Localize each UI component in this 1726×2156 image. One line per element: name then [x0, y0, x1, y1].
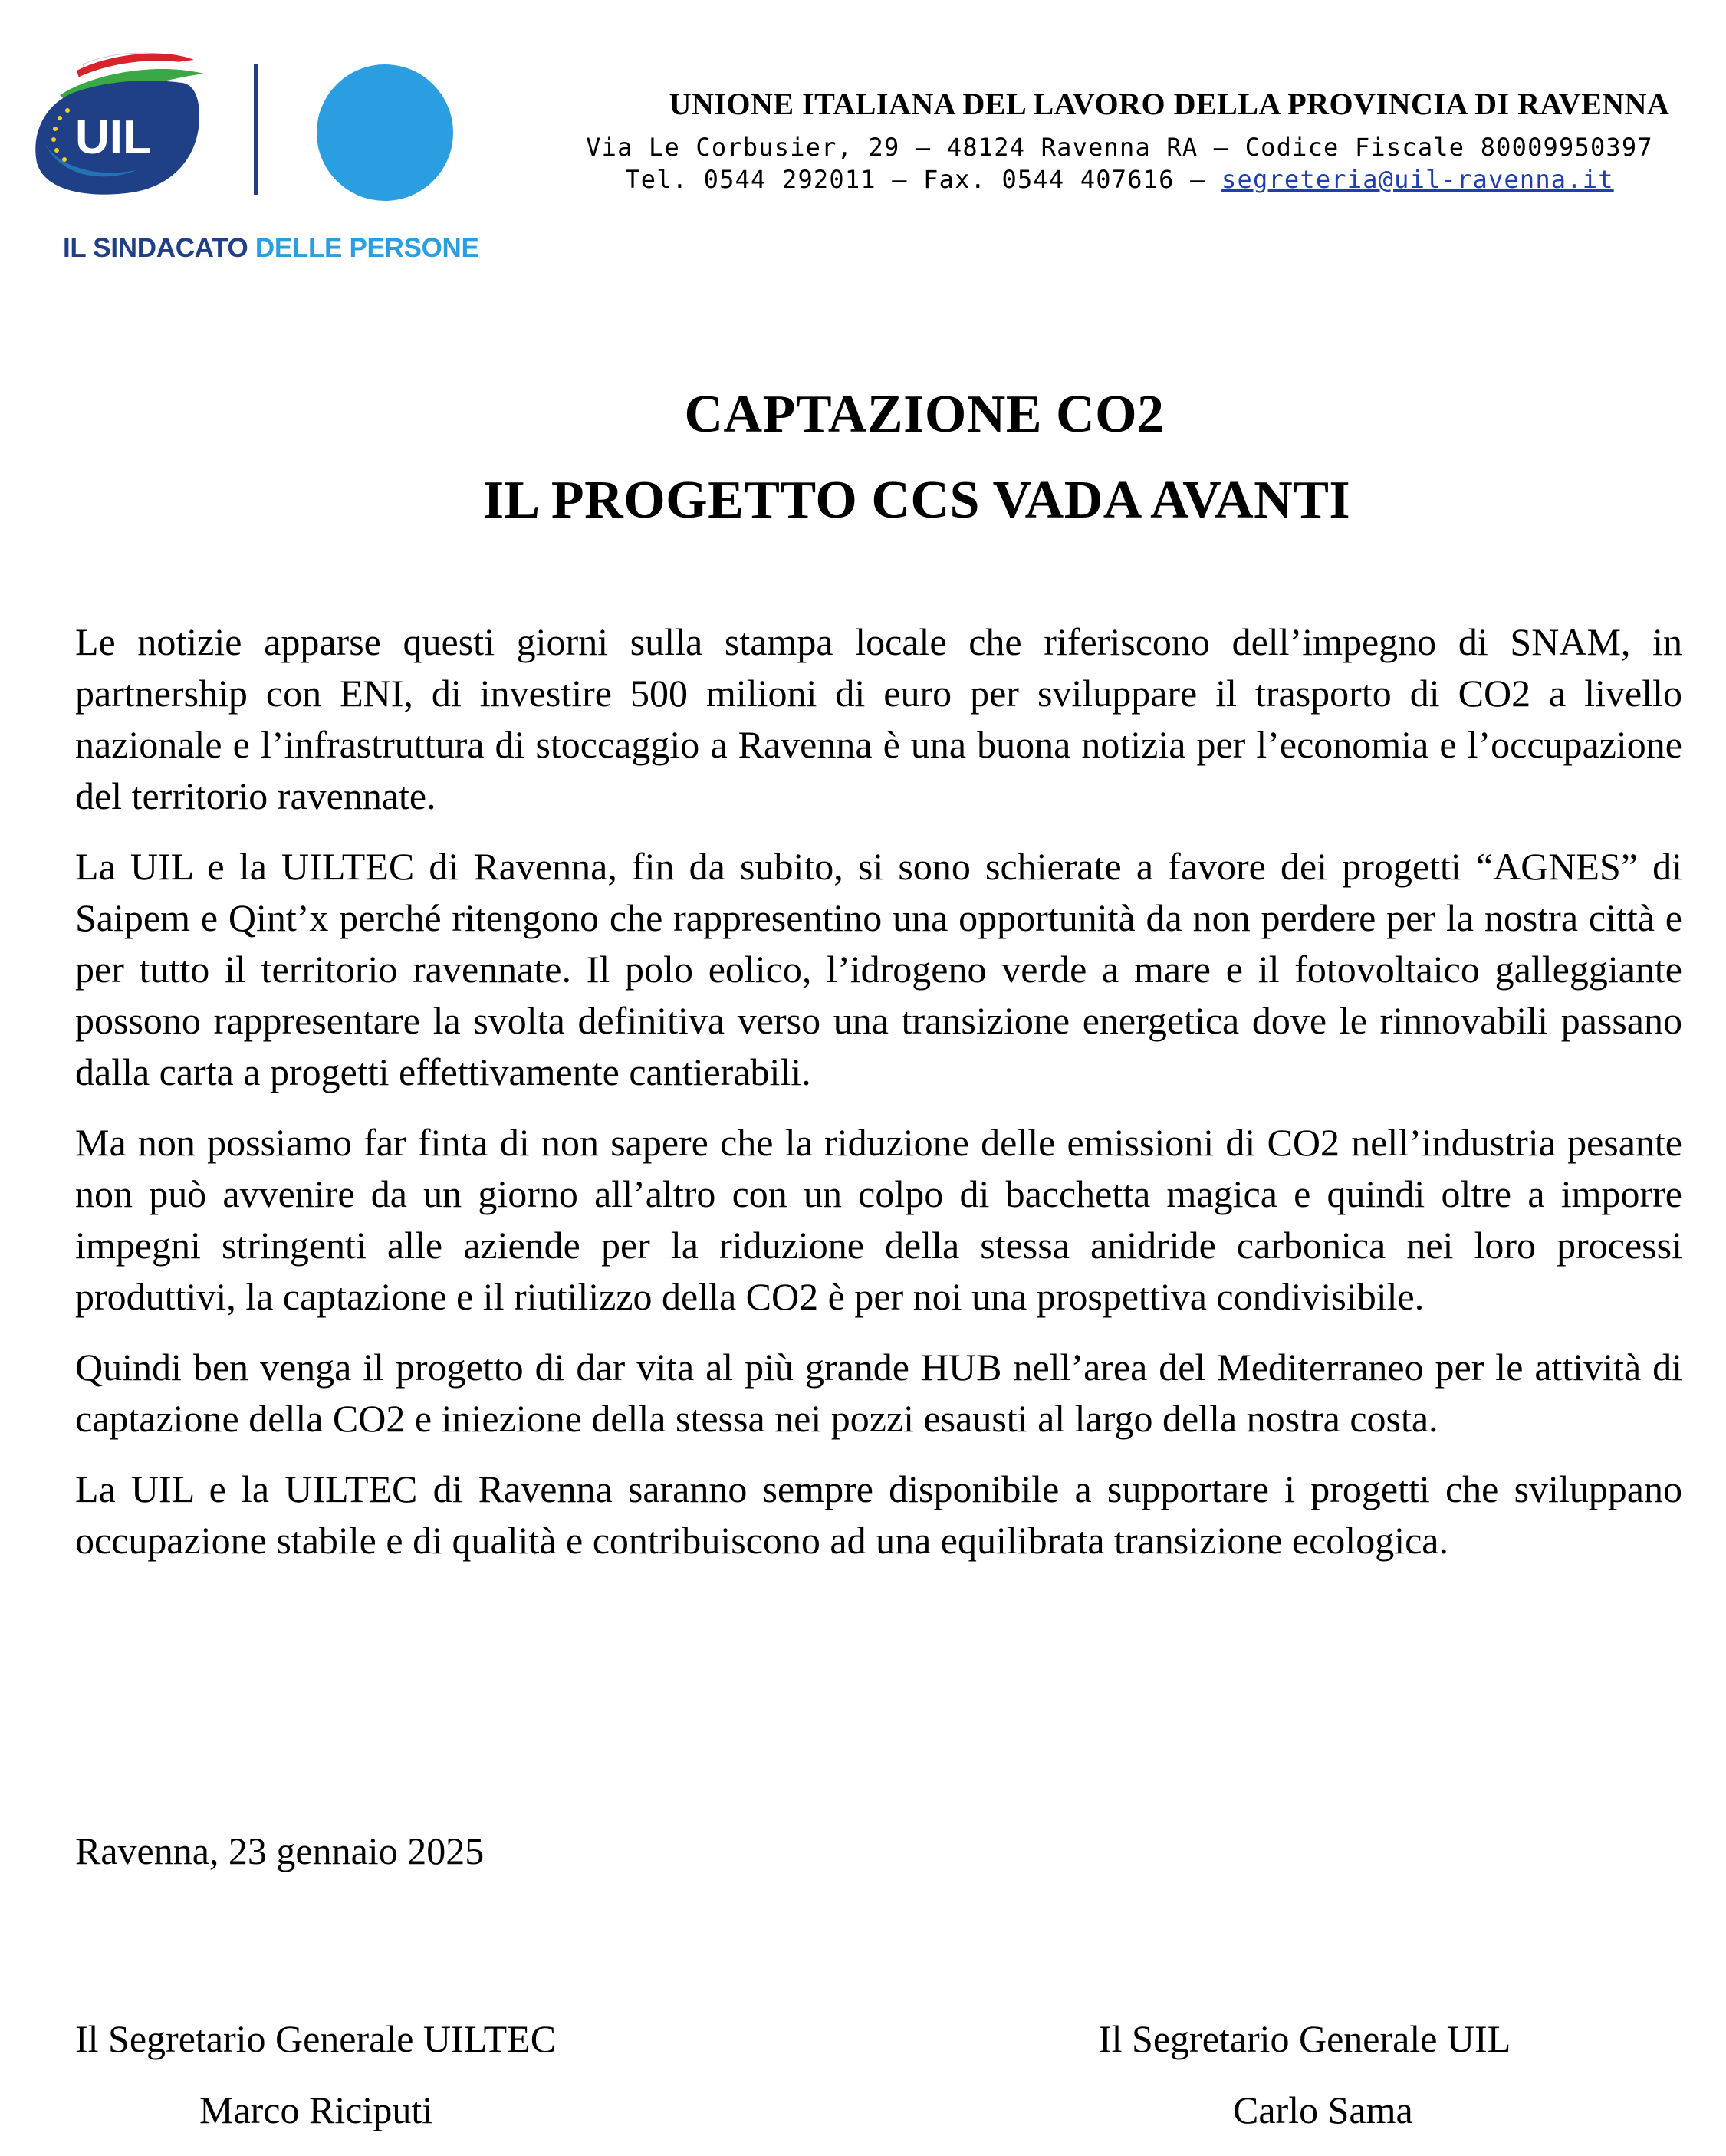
signature-right-role: Il Segretario Generale UIL — [1099, 2017, 1511, 2060]
date-line: Ravenna, 23 gennaio 2025 — [75, 1829, 485, 1872]
press-release-title — [0, 372, 1726, 544]
uil-logo — [29, 48, 505, 270]
signature-right — [1099, 2013, 1590, 2136]
signature-left-role: Il Segretario Generale UILTEC — [75, 2017, 557, 2060]
paragraph-2: La UIL e la UILTEC di Ravenna, fin da subito, si sono schierate a favore dei progetti “AGNES” di Saipem e Qint’x perché ritengono che rappresentino una opportunità da non perdere per la nostra città e per tutto il territorio ravennate. Il polo eolico, l’idrogeno verde a mare e il fotovoltaico galleggiante possono rappresentare la svolta definitiva verso una transizione energetica dove le rinnovabili passano dalla carta a progetti effettivamente cantierabili. — [75, 845, 1682, 1093]
signature-left — [75, 2013, 643, 2136]
email-link[interactable]: segreteria@uil-ravenna.it — [1221, 165, 1614, 194]
paragraph-3: Ma non possiamo far finta di non sapere che la riduzione delle emissioni di CO2 nell’industria pesante non può avvenire da un giorno all’altro con un colpo di bacchetta magica e quindi oltre a imporre impegni stringenti alle aziende per la riduzione della stessa anidride carbonica nei loro processi produttivi, la captazione e il riutilizzo della CO2 è per noi una prospettiva condivisibile. — [75, 1121, 1682, 1318]
tagline-part-2: DELLE PERSONE — [255, 233, 479, 263]
uil-swoosh-icon — [29, 48, 213, 201]
title-line-1: CAPTAZIONE CO2 — [684, 385, 1165, 444]
logo-circle — [317, 64, 453, 201]
uil-wordmark: UIL — [75, 111, 152, 164]
tagline-part-1: IL SINDACATO — [63, 233, 248, 263]
logo-tagline — [63, 233, 479, 264]
org-name: UNIONE ITALIANA DEL LAVORO DELLA PROVINCIA DI RAVENNA — [669, 87, 1670, 121]
signature-right-name: Carlo Sama — [1233, 2089, 1413, 2131]
org-phone-fax: Tel. 0544 292011 – Fax. 0544 407616 – — [625, 165, 1222, 194]
title-line-2: IL PROGETTO CCS VADA AVANTI — [482, 471, 1351, 530]
org-info — [537, 86, 1702, 194]
paragraph-1: Le notizie apparse questi giorni sulla stampa locale che riferiscono dell’impegno di SNAM, in partnership con ENI, di investire 500 milioni di euro per sviluppare il trasporto di CO2 a livello nazionale e l’infrastruttura di stoccaggio a Ravenna è una buona notizia per l’economia e l’occupazione del territorio ravennate. — [75, 620, 1682, 817]
paragraph-4: Quindi ben venga il progetto di dar vita al più grande HUB nell’area del Mediterraneo per le attività di captazione della CO2 e iniezione della stessa nei pozzi esausti al largo della nostra costa. — [75, 1346, 1682, 1440]
logo-divider — [254, 64, 258, 195]
body-text — [75, 616, 1682, 1586]
org-contacts — [537, 165, 1702, 194]
signature-left-name: Marco Riciputi — [199, 2089, 433, 2131]
org-address: Via Le Corbusier, 29 – 48124 Ravenna RA – Codice Fiscale 80009950397 — [586, 133, 1653, 162]
letterhead — [0, 0, 1726, 276]
paragraph-5: La UIL e la UILTEC di Ravenna saranno sempre disponibile a supportare i progetti che sviluppano occupazione stabile e di qualità e contribuiscono ad una equilibrata transizione ecologica. — [75, 1467, 1682, 1562]
